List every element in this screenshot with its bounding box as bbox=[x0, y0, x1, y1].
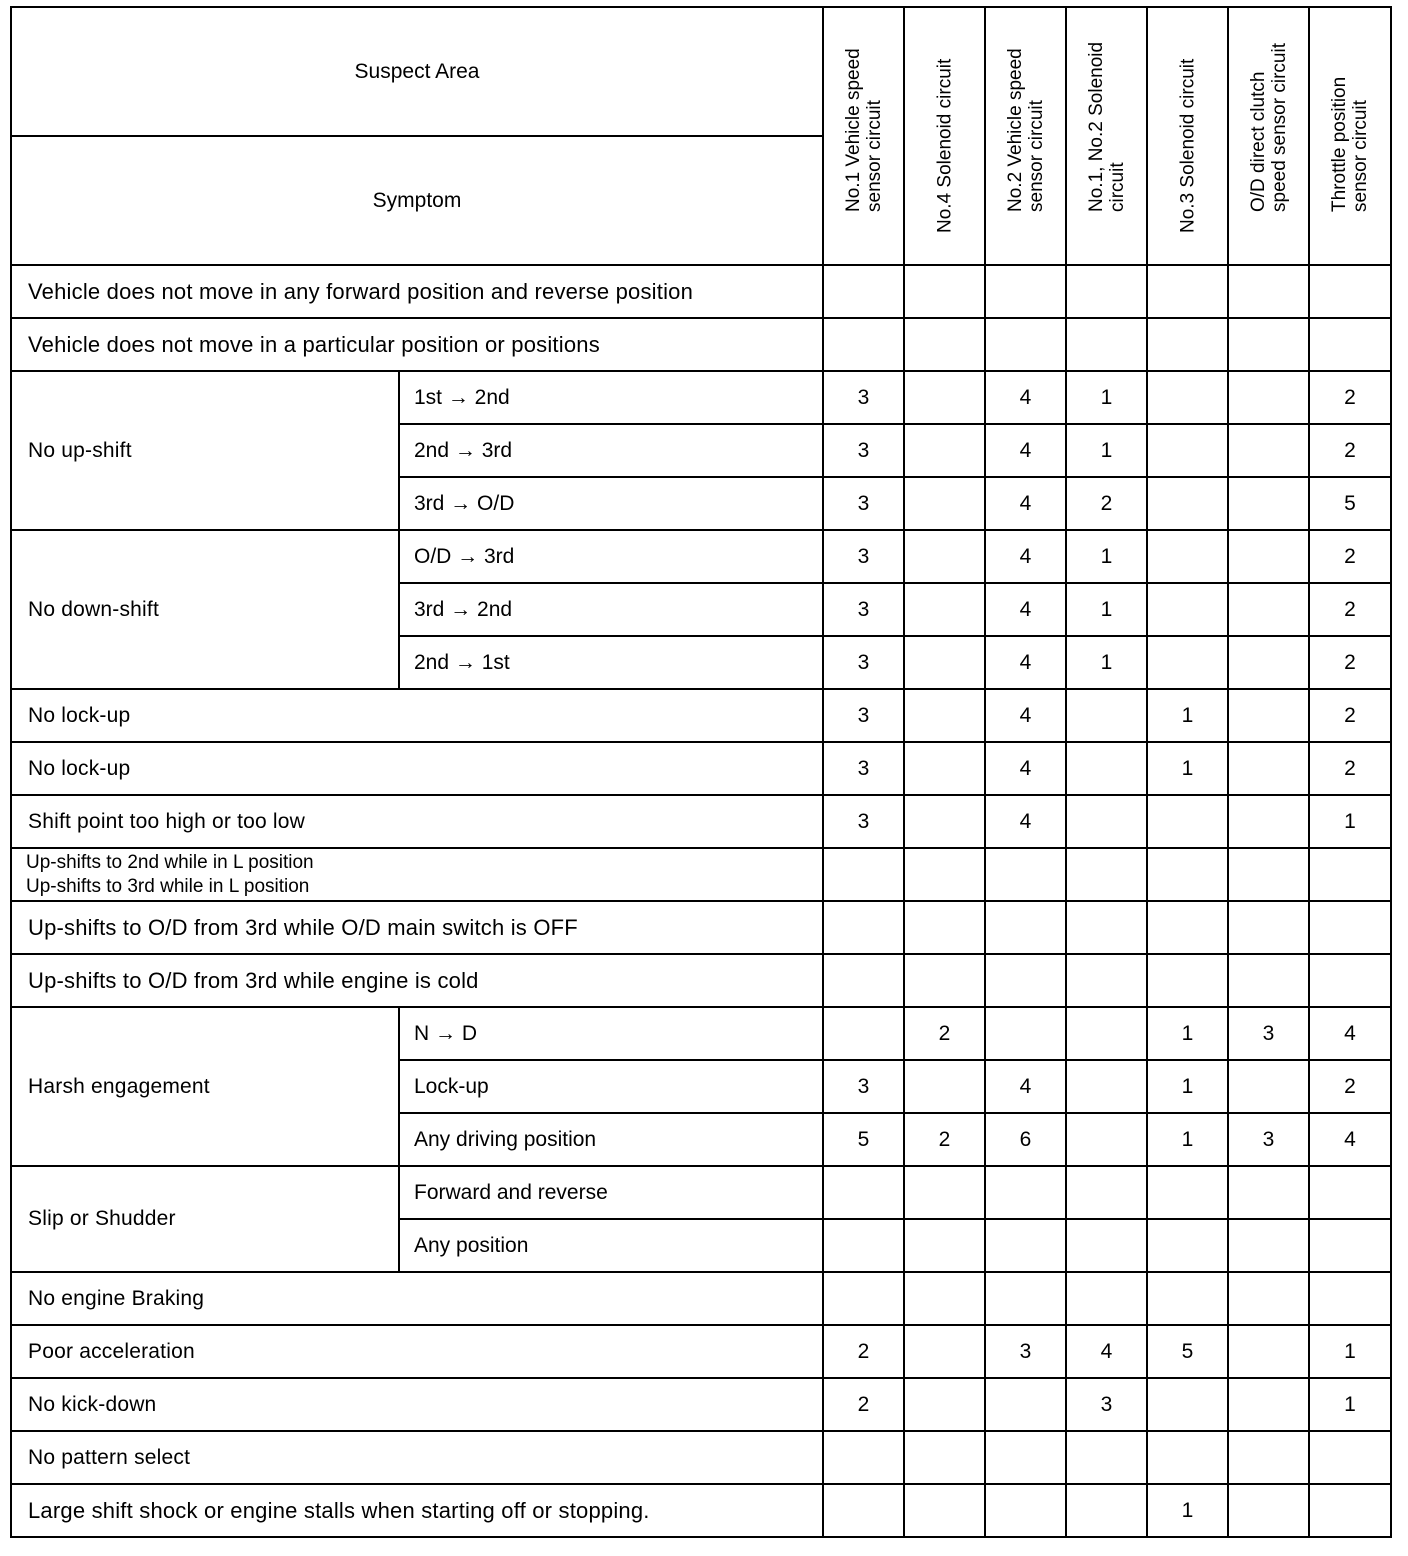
symptom-label: No kick-down bbox=[11, 1378, 823, 1431]
symptom-label-line: Up-shifts to 3rd while in L position bbox=[26, 875, 310, 897]
table-row bbox=[11, 318, 1391, 371]
priority-cell bbox=[1228, 848, 1309, 901]
priority-cell bbox=[904, 583, 985, 636]
table-row bbox=[11, 954, 1391, 1007]
priority-cell: 2 bbox=[1309, 583, 1391, 636]
priority-cell bbox=[1066, 318, 1147, 371]
priority-cell bbox=[1309, 1219, 1391, 1272]
priority-cell bbox=[1147, 1431, 1228, 1484]
priority-cell bbox=[1147, 265, 1228, 318]
priority-cell: 3 bbox=[823, 530, 904, 583]
priority-cell: 1 bbox=[1147, 742, 1228, 795]
priority-cell bbox=[823, 318, 904, 371]
priority-cell bbox=[985, 1219, 1066, 1272]
column-header-line: speed sensor circuit bbox=[1268, 43, 1290, 212]
priority-cell bbox=[985, 1431, 1066, 1484]
priority-cell: 4 bbox=[985, 371, 1066, 424]
priority-cell bbox=[904, 1431, 985, 1484]
priority-cell bbox=[823, 1007, 904, 1060]
symptom-label bbox=[11, 848, 823, 901]
priority-cell bbox=[904, 689, 985, 742]
priority-cell bbox=[904, 795, 985, 848]
priority-cell: 5 bbox=[1147, 1325, 1228, 1378]
priority-cell bbox=[1309, 1484, 1391, 1537]
column-header-no2-vehicle-speed-sensor bbox=[985, 7, 1066, 265]
symptom-label: No lock-up bbox=[11, 689, 823, 742]
priority-cell: 1 bbox=[1147, 1007, 1228, 1060]
priority-cell bbox=[1309, 1166, 1391, 1219]
priority-cell bbox=[1228, 583, 1309, 636]
priority-cell bbox=[985, 1272, 1066, 1325]
priority-cell bbox=[904, 1060, 985, 1113]
priority-cell: 1 bbox=[1147, 1113, 1228, 1166]
column-header-line: No.2 Vehicle speed bbox=[1004, 48, 1026, 212]
priority-cell bbox=[985, 1378, 1066, 1431]
priority-cell bbox=[1066, 1113, 1147, 1166]
priority-cell: 1 bbox=[1066, 424, 1147, 477]
priority-cell bbox=[1228, 477, 1309, 530]
priority-cell: 4 bbox=[985, 530, 1066, 583]
priority-cell: 2 bbox=[1309, 636, 1391, 689]
priority-cell bbox=[1309, 265, 1391, 318]
priority-cell bbox=[985, 848, 1066, 901]
symptom-condition-label: 3rd → 2nd bbox=[399, 583, 823, 636]
priority-cell: 1 bbox=[1147, 689, 1228, 742]
priority-cell bbox=[1228, 795, 1309, 848]
priority-cell bbox=[1228, 371, 1309, 424]
priority-cell bbox=[1228, 1219, 1309, 1272]
priority-cell bbox=[1228, 318, 1309, 371]
priority-cell bbox=[1228, 1060, 1309, 1113]
priority-cell bbox=[1228, 742, 1309, 795]
column-header-line: O/D direct clutch bbox=[1247, 71, 1269, 212]
priority-cell: 3 bbox=[823, 742, 904, 795]
column-header-no1-no2-solenoid bbox=[1066, 7, 1147, 265]
symptom-label: Large shift shock or engine stalls when starting off or stopping. bbox=[11, 1484, 823, 1537]
priority-cell bbox=[1228, 1166, 1309, 1219]
priority-cell bbox=[1147, 583, 1228, 636]
priority-cell bbox=[1147, 795, 1228, 848]
priority-cell bbox=[985, 1166, 1066, 1219]
priority-cell bbox=[823, 901, 904, 954]
symptom-label: Up-shifts to O/D from 3rd while O/D main switch is OFF bbox=[11, 901, 823, 954]
troubleshooting-matrix bbox=[10, 6, 1392, 1538]
column-header-line: sensor circuit bbox=[1350, 100, 1372, 212]
priority-cell: 4 bbox=[985, 689, 1066, 742]
troubleshooting-table-container bbox=[10, 6, 1392, 1538]
table-row bbox=[11, 530, 1391, 583]
symptom-header: Symptom bbox=[11, 136, 823, 265]
table-row bbox=[11, 1484, 1391, 1537]
symptom-label: No pattern select bbox=[11, 1431, 823, 1484]
symptom-label: No lock-up bbox=[11, 742, 823, 795]
priority-cell bbox=[1066, 848, 1147, 901]
column-header-no1-vehicle-speed-sensor bbox=[823, 7, 904, 265]
symptom-group-label: Slip or Shudder bbox=[11, 1166, 399, 1272]
priority-cell bbox=[1147, 371, 1228, 424]
priority-cell: 4 bbox=[985, 636, 1066, 689]
column-header-line: No.4 Solenoid circuit bbox=[934, 58, 956, 233]
priority-cell bbox=[1228, 265, 1309, 318]
table-row bbox=[11, 1272, 1391, 1325]
symptom-label-line: Up-shifts to 2nd while in L position bbox=[26, 851, 314, 873]
column-header-throttle-position-sensor bbox=[1309, 7, 1391, 265]
priority-cell: 2 bbox=[1309, 742, 1391, 795]
priority-cell: 4 bbox=[985, 477, 1066, 530]
symptom-label: Vehicle does not move in any forward position and reverse position bbox=[11, 265, 823, 318]
priority-cell bbox=[1309, 1431, 1391, 1484]
priority-cell bbox=[1066, 954, 1147, 1007]
suspect-area-header: Suspect Area bbox=[11, 7, 823, 136]
priority-cell bbox=[1066, 1484, 1147, 1537]
priority-cell bbox=[823, 1484, 904, 1537]
column-header-line: circuit bbox=[1106, 162, 1128, 212]
priority-cell: 3 bbox=[823, 689, 904, 742]
priority-cell bbox=[1228, 1378, 1309, 1431]
priority-cell bbox=[1228, 1431, 1309, 1484]
symptom-label: Poor acceleration bbox=[11, 1325, 823, 1378]
priority-cell bbox=[904, 1166, 985, 1219]
priority-cell bbox=[985, 318, 1066, 371]
table-row bbox=[11, 742, 1391, 795]
priority-cell bbox=[1309, 901, 1391, 954]
table-row bbox=[11, 1431, 1391, 1484]
priority-cell bbox=[904, 848, 985, 901]
priority-cell bbox=[1066, 795, 1147, 848]
priority-cell: 3 bbox=[823, 424, 904, 477]
priority-cell: 1 bbox=[1066, 371, 1147, 424]
priority-cell: 2 bbox=[823, 1325, 904, 1378]
priority-cell: 5 bbox=[823, 1113, 904, 1166]
priority-cell bbox=[1147, 901, 1228, 954]
symptom-condition-label: Any driving position bbox=[399, 1113, 823, 1166]
table-row bbox=[11, 1007, 1391, 1060]
priority-cell bbox=[1147, 477, 1228, 530]
priority-cell bbox=[1066, 1431, 1147, 1484]
priority-cell bbox=[904, 954, 985, 1007]
priority-cell: 2 bbox=[1309, 1060, 1391, 1113]
priority-cell bbox=[1147, 954, 1228, 1007]
table-row bbox=[11, 689, 1391, 742]
priority-cell bbox=[904, 1325, 985, 1378]
priority-cell: 2 bbox=[1309, 689, 1391, 742]
priority-cell bbox=[1066, 689, 1147, 742]
priority-cell: 2 bbox=[1309, 371, 1391, 424]
symptom-condition-label: 2nd → 1st bbox=[399, 636, 823, 689]
priority-cell: 4 bbox=[985, 424, 1066, 477]
priority-cell: 1 bbox=[1309, 795, 1391, 848]
priority-cell: 1 bbox=[1147, 1484, 1228, 1537]
priority-cell bbox=[985, 901, 1066, 954]
priority-cell: 2 bbox=[1309, 530, 1391, 583]
priority-cell: 2 bbox=[1309, 424, 1391, 477]
symptom-label: Up-shifts to O/D from 3rd while engine is cold bbox=[11, 954, 823, 1007]
priority-cell bbox=[823, 1431, 904, 1484]
priority-cell: 3 bbox=[823, 477, 904, 530]
priority-cell bbox=[904, 901, 985, 954]
priority-cell bbox=[985, 1007, 1066, 1060]
table-row bbox=[11, 371, 1391, 424]
priority-cell bbox=[1066, 1166, 1147, 1219]
priority-cell bbox=[1228, 530, 1309, 583]
priority-cell bbox=[1309, 1272, 1391, 1325]
priority-cell bbox=[1066, 742, 1147, 795]
priority-cell: 1 bbox=[1066, 636, 1147, 689]
table-row bbox=[11, 1166, 1391, 1219]
priority-cell: 2 bbox=[823, 1378, 904, 1431]
priority-cell: 3 bbox=[823, 371, 904, 424]
column-header-line: sensor circuit bbox=[863, 100, 885, 212]
column-header-od-direct-clutch-speed-sensor bbox=[1228, 7, 1309, 265]
priority-cell bbox=[823, 848, 904, 901]
priority-cell bbox=[1147, 424, 1228, 477]
symptom-condition-label: 3rd → O/D bbox=[399, 477, 823, 530]
priority-cell bbox=[904, 477, 985, 530]
table-row bbox=[11, 848, 1391, 901]
priority-cell bbox=[1228, 1484, 1309, 1537]
priority-cell: 3 bbox=[823, 795, 904, 848]
priority-cell bbox=[1147, 1272, 1228, 1325]
priority-cell: 2 bbox=[1066, 477, 1147, 530]
priority-cell bbox=[823, 1272, 904, 1325]
priority-cell bbox=[823, 265, 904, 318]
column-header-line: No.1 Vehicle speed bbox=[842, 48, 864, 212]
priority-cell: 3 bbox=[823, 1060, 904, 1113]
symptom-condition-label: Any position bbox=[399, 1219, 823, 1272]
priority-cell bbox=[1309, 954, 1391, 1007]
table-row bbox=[11, 795, 1391, 848]
priority-cell: 3 bbox=[1066, 1378, 1147, 1431]
priority-cell: 1 bbox=[1147, 1060, 1228, 1113]
priority-cell: 4 bbox=[985, 1060, 1066, 1113]
priority-cell: 4 bbox=[985, 742, 1066, 795]
priority-cell bbox=[1228, 1325, 1309, 1378]
priority-cell: 2 bbox=[904, 1113, 985, 1166]
priority-cell: 4 bbox=[985, 795, 1066, 848]
priority-cell: 3 bbox=[1228, 1113, 1309, 1166]
symptom-condition-label: N → D bbox=[399, 1007, 823, 1060]
column-header-line: No.1, No.2 Solenoid bbox=[1085, 41, 1107, 212]
column-header-line: Throttle position bbox=[1329, 76, 1351, 212]
priority-cell: 3 bbox=[985, 1325, 1066, 1378]
priority-cell: 3 bbox=[823, 636, 904, 689]
priority-cell: 5 bbox=[1309, 477, 1391, 530]
priority-cell bbox=[904, 318, 985, 371]
column-header-no3-solenoid bbox=[1147, 7, 1228, 265]
priority-cell bbox=[1309, 848, 1391, 901]
priority-cell bbox=[1147, 530, 1228, 583]
priority-cell bbox=[1147, 318, 1228, 371]
table-row bbox=[11, 1325, 1391, 1378]
priority-cell: 4 bbox=[1309, 1113, 1391, 1166]
priority-cell bbox=[985, 265, 1066, 318]
priority-cell bbox=[1147, 636, 1228, 689]
priority-cell bbox=[1147, 1378, 1228, 1431]
priority-cell bbox=[904, 265, 985, 318]
priority-cell: 2 bbox=[904, 1007, 985, 1060]
priority-cell: 1 bbox=[1066, 530, 1147, 583]
symptom-label: Shift point too high or too low bbox=[11, 795, 823, 848]
priority-cell bbox=[904, 1484, 985, 1537]
priority-cell bbox=[985, 1484, 1066, 1537]
priority-cell bbox=[1228, 689, 1309, 742]
priority-cell bbox=[1066, 1060, 1147, 1113]
priority-cell bbox=[823, 1166, 904, 1219]
priority-cell bbox=[904, 1219, 985, 1272]
table-row bbox=[11, 265, 1391, 318]
priority-cell bbox=[1066, 1272, 1147, 1325]
priority-cell bbox=[904, 424, 985, 477]
symptom-label: No engine Braking bbox=[11, 1272, 823, 1325]
priority-cell bbox=[1228, 1272, 1309, 1325]
priority-cell bbox=[904, 530, 985, 583]
priority-cell bbox=[904, 742, 985, 795]
priority-cell bbox=[1066, 1007, 1147, 1060]
priority-cell bbox=[985, 954, 1066, 1007]
priority-cell: 6 bbox=[985, 1113, 1066, 1166]
column-header-line: No.3 Solenoid circuit bbox=[1177, 58, 1199, 233]
column-header-line: sensor circuit bbox=[1025, 100, 1047, 212]
column-header-no4-solenoid bbox=[904, 7, 985, 265]
priority-cell: 4 bbox=[1066, 1325, 1147, 1378]
priority-cell bbox=[1228, 636, 1309, 689]
priority-cell: 1 bbox=[1309, 1325, 1391, 1378]
symptom-group-label: Harsh engagement bbox=[11, 1007, 399, 1166]
priority-cell bbox=[1147, 848, 1228, 901]
priority-cell bbox=[1228, 954, 1309, 1007]
priority-cell: 1 bbox=[1309, 1378, 1391, 1431]
priority-cell bbox=[904, 636, 985, 689]
priority-cell bbox=[823, 954, 904, 1007]
priority-cell bbox=[1309, 318, 1391, 371]
symptom-condition-label: 2nd → 3rd bbox=[399, 424, 823, 477]
priority-cell bbox=[904, 1272, 985, 1325]
priority-cell bbox=[1147, 1219, 1228, 1272]
priority-cell: 1 bbox=[1066, 583, 1147, 636]
symptom-condition-label: 1st → 2nd bbox=[399, 371, 823, 424]
symptom-condition-label: Forward and reverse bbox=[399, 1166, 823, 1219]
table-row bbox=[11, 1378, 1391, 1431]
priority-cell bbox=[904, 1378, 985, 1431]
priority-cell bbox=[1147, 1166, 1228, 1219]
table-row bbox=[11, 901, 1391, 954]
priority-cell bbox=[1228, 424, 1309, 477]
symptom-condition-label: O/D → 3rd bbox=[399, 530, 823, 583]
symptom-condition-label: Lock-up bbox=[399, 1060, 823, 1113]
priority-cell bbox=[904, 371, 985, 424]
priority-cell bbox=[823, 1219, 904, 1272]
priority-cell: 3 bbox=[823, 583, 904, 636]
priority-cell bbox=[1228, 901, 1309, 954]
priority-cell: 4 bbox=[1309, 1007, 1391, 1060]
symptom-group-label: No up-shift bbox=[11, 371, 399, 530]
priority-cell: 3 bbox=[1228, 1007, 1309, 1060]
priority-cell: 4 bbox=[985, 583, 1066, 636]
symptom-group-label: No down-shift bbox=[11, 530, 399, 689]
symptom-label: Vehicle does not move in a particular position or positions bbox=[11, 318, 823, 371]
priority-cell bbox=[1066, 1219, 1147, 1272]
priority-cell bbox=[1066, 901, 1147, 954]
priority-cell bbox=[1066, 265, 1147, 318]
